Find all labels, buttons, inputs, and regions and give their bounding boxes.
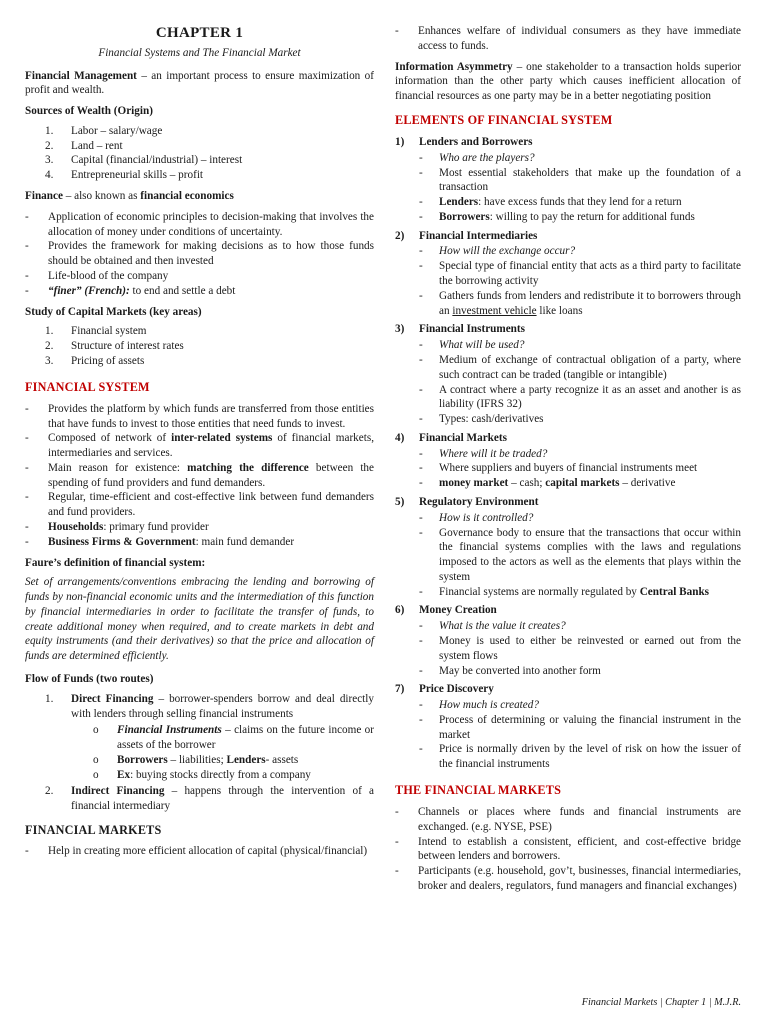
financial-system-heading: FINANCIAL SYSTEM (25, 379, 150, 394)
list-item: - What will be used? (395, 338, 741, 353)
list-item: - “finer” (French): to end and settle a debt (25, 284, 374, 299)
direct-financing-item: 1. Direct Financing – borrower-spenders borrow and deal directly with lenders through selling financial instruments (45, 692, 374, 720)
list-item: - Business Firms & Government: main fund demander (25, 535, 374, 550)
list-item: - Households: primary fund provider (25, 520, 374, 535)
sources-of-wealth-heading: Sources of Wealth (Origin) (25, 105, 153, 118)
financial-management-definition: Financial Management – an important process to ensure maximization of profit and wealth. (25, 69, 374, 97)
list-item: 3. Capital (financial/industrial) – interest (45, 154, 243, 167)
element-intermediaries-list (395, 244, 741, 318)
list-item: - Where suppliers and buyers of financial instruments meet (395, 461, 741, 476)
list-item: - Gathers funds from lenders and redistribute it to borrowers through an investment vehicle like loans (395, 289, 741, 319)
flow-of-funds-heading: Flow of Funds (two routes) (25, 673, 154, 686)
left-column (25, 24, 374, 865)
right-column (395, 24, 741, 900)
list-item: - How is it controlled? (395, 511, 741, 526)
list-item: - Lenders: have excess funds that they lend for a return (395, 195, 741, 210)
list-item: - A contract where a party recognize it as an asset and another is as liability (IFRS 32) (395, 383, 741, 413)
list-item: - Provides the platform by which funds are transferred from those entities that have funds to invest to those entities that need funds to invest. (25, 402, 374, 432)
list-item: o Ex: buying stocks directly from a company (25, 768, 374, 783)
list-item: - Medium of exchange of contractual obligation of a party, where such contract can be traded (tangible or intangible) (395, 353, 741, 383)
element-regulatory-title: 5) Regulatory Environment (395, 495, 539, 508)
indirect-financing-item: 2. Indirect Financing – happens through the intervention of a financial intermediary (45, 785, 374, 813)
list-item: 4. Entrepreneurial skills – profit (45, 169, 204, 182)
faure-definition-text: Set of arrangements/conventions embracing the lending and borrowing of funds by non-financial economic units and the intermediation of this function by financial intermediaries in order to facilitate the transfer of funds, to create additional money when required, and to create markets in debt and equity instruments (and their derivatives) so that the price and allocation of funds are determined efficiently. (25, 576, 374, 663)
list-item: o Borrowers – liabilities; Lenders- assets (25, 753, 374, 768)
element-money-creation-title: 6) Money Creation (395, 604, 497, 617)
capital-markets-heading: Study of Capital Markets (key areas) (25, 305, 202, 318)
continued-list (395, 24, 741, 54)
list-item: - Participants (e.g. household, gov’t, businesses, financial intermediaries, broker and dealers, regulators, fund managers and financial exchanges) (395, 864, 741, 894)
list-item: - Special type of financial entity that acts as a third party to facilitate the borrowing activity (395, 259, 741, 289)
list-item: - money market – cash; capital markets – derivative (395, 476, 741, 491)
element-regulatory-list (395, 511, 741, 600)
element-markets-list (395, 447, 741, 491)
list-item: o Financial Instruments – claims on the future income or assets of the borrower (25, 723, 374, 753)
element-price-discovery-title: 7) Price Discovery (395, 683, 494, 696)
list-item: 2. Structure of interest rates (45, 340, 184, 353)
element-lenders-borrowers-title: 1) Lenders and Borrowers (395, 136, 533, 148)
list-item: - How much is created? (395, 698, 741, 713)
faure-definition-heading: Faure’s definition of financial system: (25, 556, 206, 569)
elements-heading: ELEMENTS OF FINANCIAL SYSTEM (395, 112, 613, 127)
chapter-subtitle: Financial Systems and The Financial Market (98, 46, 301, 59)
the-financial-markets-list (395, 805, 741, 894)
list-item: - Types: cash/derivatives (395, 412, 741, 427)
list-item: - Channels or places where funds and financial instruments are exchanged. (e.g. NYSE, PSE) (395, 805, 741, 835)
list-item: - Who are the players? (395, 151, 741, 166)
element-money-creation-list (395, 619, 741, 678)
list-item: - Financial systems are normally regulated by Central Banks (395, 585, 741, 600)
chapter-title: CHAPTER 1 (155, 25, 244, 41)
list-item: - Intend to establish a consistent, efficient, and cost-effective bridge between lenders and borrowers. (395, 835, 741, 865)
list-item: - Governance body to ensure that the transactions that occur within the financial systems complies with the laws and regulations imposed to the actors as well as the elements that plays within the system (395, 526, 741, 585)
element-lenders-borrowers-list (395, 151, 741, 225)
finance-definition: Finance – also known as financial economics (25, 190, 234, 203)
list-item: - May be converted into another form (395, 664, 741, 679)
financial-markets-heading: FINANCIAL MARKETS (25, 823, 162, 838)
sources-of-wealth-list (25, 124, 374, 183)
list-item: - Main reason for existence: matching the difference between the spending of fund providers and fund demanders. (25, 461, 374, 491)
list-item: - Life-blood of the company (25, 269, 374, 284)
element-instruments-list (395, 338, 741, 427)
direct-financing-sublist (25, 723, 374, 782)
list-item: - Process of determining or valuing the financial instrument in the market (395, 713, 741, 743)
list-item: - How will the exchange occur? (395, 244, 741, 259)
list-item: - Price is normally driven by the level of risk on how the issuer of the financial instruments (395, 742, 741, 772)
list-item: 2. Land – rent (45, 139, 123, 152)
information-asymmetry-definition: Information Asymmetry – one stakeholder to a transaction holds superior information than the other party which causes inefficient allocation of financial resources as one party may be in a better negotiating position (395, 60, 741, 103)
element-markets-title: 4) Financial Markets (395, 431, 507, 444)
list-item: - Borrowers: willing to pay the return for additional funds (395, 210, 741, 225)
element-price-discovery-list (395, 698, 741, 772)
list-item: - Provides the framework for making decisions as to how those funds should be obtained and then invested (25, 239, 374, 269)
list-item: - Application of economic principles to decision-making that involves the allocation of money under conditions of uncertainty. (25, 210, 374, 240)
element-instruments-title: 3) Financial Instruments (395, 323, 525, 336)
capital-markets-list (25, 324, 374, 368)
finance-points-list (25, 210, 374, 299)
list-item: - Composed of network of inter-related systems of financial markets, intermediaries and services. (25, 431, 374, 461)
list-item: - What is the value it creates? (395, 619, 741, 634)
list-item: - Help in creating more efficient allocation of capital (physical/financial) (25, 844, 374, 859)
page-footer: Financial Markets | Chapter 1 | M.J.R. (581, 997, 741, 1008)
list-item: 3. Pricing of assets (45, 354, 145, 367)
financial-markets-list (25, 844, 374, 859)
list-item: 1. Financial system (45, 325, 147, 338)
list-item: - Money is used to either be reinvested or earned out from the system flows (395, 634, 741, 664)
the-financial-markets-heading: THE FINANCIAL MARKETS (395, 783, 562, 798)
list-item: - Most essential stakeholders that make up the foundation of a transaction (395, 166, 741, 196)
list-item: - Where will it be traded? (395, 447, 741, 462)
element-intermediaries-title: 2) Financial Intermediaries (395, 229, 538, 242)
list-item: 1. Labor – salary/wage (45, 124, 163, 137)
financial-system-list (25, 402, 374, 550)
list-item: - Regular, time-efficient and cost-effective link between fund demanders and fund providers. (25, 490, 374, 520)
list-item: - Enhances welfare of individual consumers as they have immediate access to funds. (395, 24, 741, 54)
